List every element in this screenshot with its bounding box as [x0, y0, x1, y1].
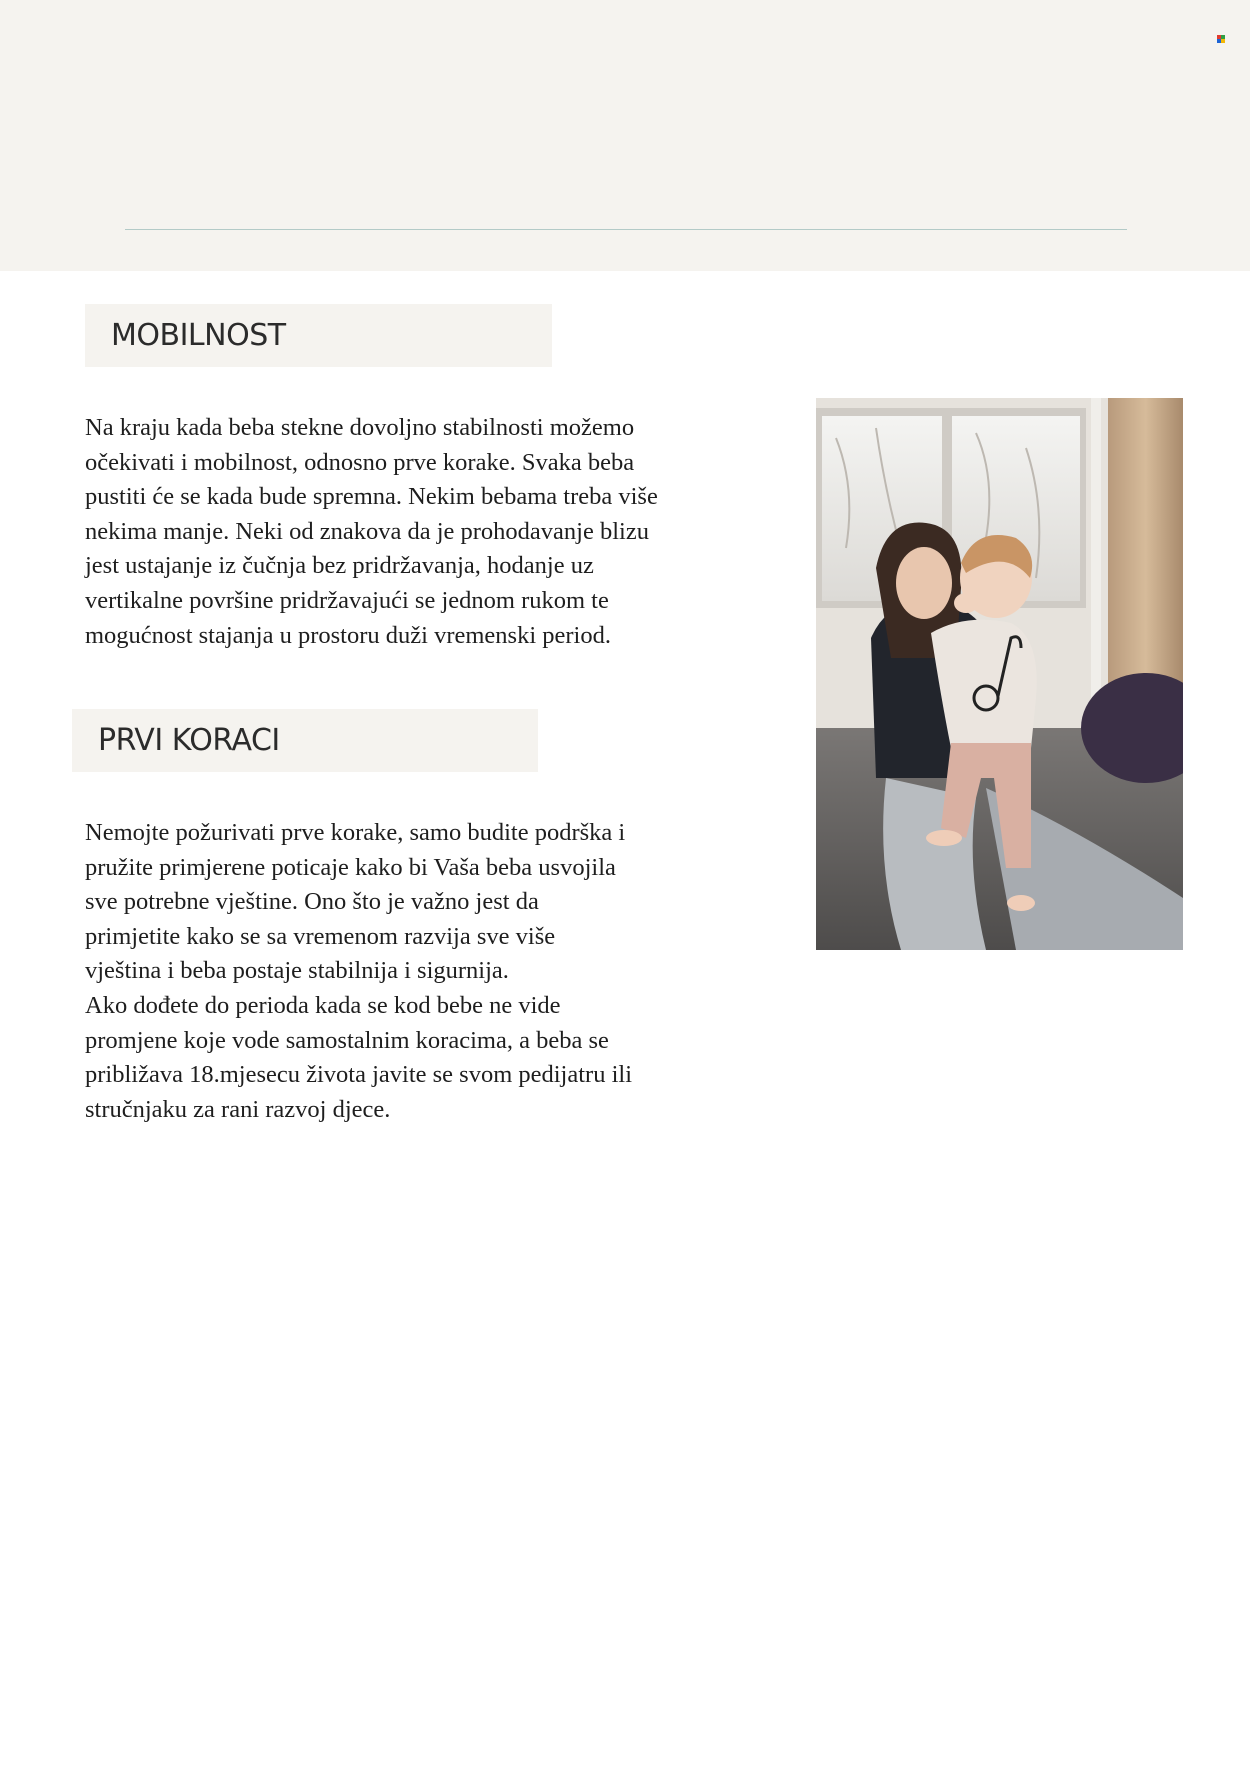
text-line: približava 18.mjesecu života javite se svom pedijatru ili [85, 1061, 633, 1089]
section-title: MOBILNOST [111, 318, 286, 353]
text-line: nekima manje. Neki od znakova da je prohodavanje blizu [85, 517, 649, 545]
text-line: pružite primjerene poticaje kako bi Vaša beba usvojila [85, 853, 616, 881]
text-line: primjetite kako se sa vremenom razvija sve više [85, 922, 556, 950]
text-line: mogućnost stajanja u prostoru duži vremenski period. [85, 621, 611, 649]
text-line: stručnjaku za rani razvoj djece. [85, 1095, 391, 1123]
header-band [0, 0, 1250, 271]
text-line: Na kraju kada beba stekne dovoljno stabilnosti možemo [85, 414, 635, 441]
text-line: vertikalne površine pridržavajući se jednom rukom te [85, 586, 609, 614]
paragraph-prvi-koraci [85, 816, 765, 1127]
mother-baby-photo [816, 398, 1183, 950]
text-line: pustiti će se kada bude spremna. Nekim bebama treba više [85, 483, 658, 511]
text-line: Nemojte požurivati prve korake, samo budite podrška i [85, 819, 626, 846]
section-heading-prvi-koraci [72, 709, 538, 772]
text-line: vještina i beba postaje stabilnija i sigurnija. [85, 957, 509, 985]
text-line: očekivati i mobilnost, odnosno prve korake. Svaka beba [85, 448, 635, 476]
text-line: Ako dođete do perioda kada se kod bebe ne vide [85, 991, 561, 1019]
brand-mark-icon [1217, 35, 1225, 43]
text-line: promjene koje vode samostalnim koracima, a beba se [85, 1026, 609, 1054]
text-line: jest ustajanje iz čučnja bez pridržavanja, hodanje uz [85, 552, 594, 580]
section-title: PRVI KORACI [98, 723, 280, 758]
header-divider [125, 229, 1127, 230]
text-line: sve potrebne vještine. Ono što je važno jest da [85, 888, 539, 916]
section-heading-mobilnost [85, 304, 552, 367]
paragraph-mobilnost [85, 411, 765, 653]
